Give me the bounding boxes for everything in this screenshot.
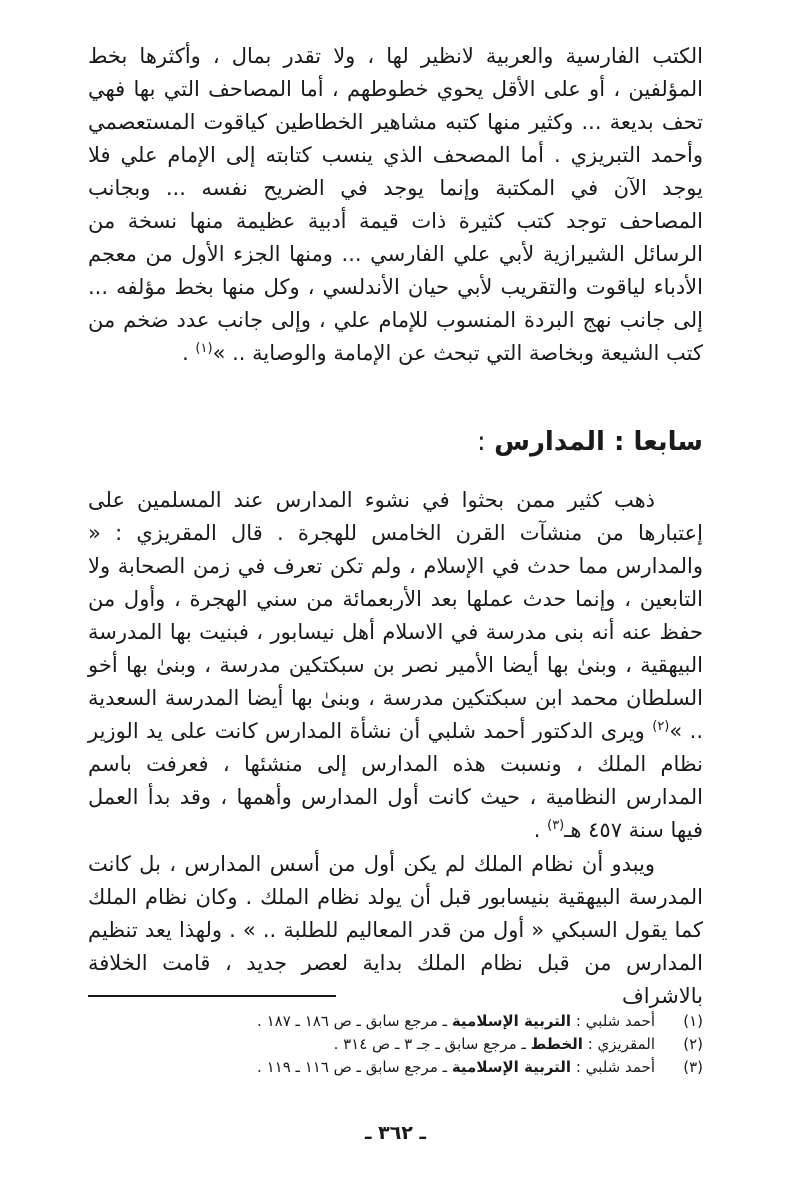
footnote-author: أحمد شلبي : bbox=[575, 1012, 655, 1030]
footnote-text bbox=[257, 1010, 655, 1033]
intro-paragraph bbox=[88, 40, 703, 370]
footnote-number: (١) bbox=[683, 1012, 703, 1030]
footnote-item bbox=[88, 1010, 703, 1033]
section-heading-title: سابعا : المدارس bbox=[494, 427, 703, 457]
footnote-divider bbox=[88, 995, 336, 997]
paragraph-1-tail: . bbox=[533, 818, 548, 842]
footnote-source: التربية الإسلامية bbox=[451, 1058, 572, 1076]
footnote-text bbox=[257, 1056, 655, 1079]
footnote-text bbox=[334, 1033, 655, 1056]
intro-tail: . bbox=[182, 341, 196, 365]
footnotes bbox=[88, 1010, 703, 1079]
intro-text: الكتب الفارسية والعربية لانظير لها ، ولا تقدر بمال ، وأكثرها بخط المؤلفين ، أو على الأقل يحوي خطوطهم ، أما المصاحف التي بها فهي تحف بديعة ... وكثير منها كتبه مشاهير الخطاطين كياقوت المستعصمي وأحمد التبريزي . أما المصحف الذي ينسب كتابته إلى الإمام علي فلا يوجد الآن في المكتبة وإنما يوجد في الضريح نفسه ... وبجانب المصاحف توجد كتب كثيرة ذات قيمة أدبية عظيمة منها نسخة من الرسائل الشيرازية لأبي علي الفارسي ... ومنها الجزء الأول من معجم الأدباء لياقوت والتقريب لأبي حيان الأندلسي ، وكل منها بخط مؤلفه ... إلى جانب نهج البردة المنسوب للإمام علي ، وإلى جانب عدد ضخم من كتب الشيعة وبخاصة التي تبحث عن الإمامة والوصاية .. » bbox=[88, 44, 703, 365]
paragraph-1-part-1: ذهب كثير ممن بحثوا في نشوء المدارس عند المسلمين على إعتبارها من منشآت القرن الخامس للهجرة . قال المقريزي : « والمدارس مما حدث في الإسلام ، ولم تكن تعرف في زمن الصحابة ولا التابعين ، وإنما حدث عملها بعد الأربعمائة من سني الهجرة ، وأول من حفظ عنه أنه بنى مدرسة في الاسلام أهل نيسابور ، فبنيت بها المدرسة البيهقية ، وبنىٰ بها أيضا الأمير نصر بن سبكتكين مدرسة ، وبنىٰ بها أخو السلطان محمد ابن سبكتكين مدرسة ، وبنىٰ بها أيضا المدرسة السعدية .. » bbox=[88, 488, 703, 743]
footnote-ref-2: (٢) bbox=[652, 719, 670, 734]
paragraph-madaris-origin bbox=[88, 484, 703, 847]
paragraph-1-part-2: ويرى الدكتور أحمد شلبي أن نشأة المدارس كانت على يد الوزير نظام الملك ، ونسبت هذه المدارس إلى منشئها ، فعرفت باسم المدارس النظامية ، حيث كانت أول المدارس وأهمها ، وقد بدأ العمل فيها سنة ٤٥٧ هـ bbox=[88, 719, 703, 842]
section-heading bbox=[88, 422, 703, 462]
section-heading-colon: : bbox=[477, 427, 495, 457]
footnote-source: التربية الإسلامية bbox=[451, 1012, 572, 1030]
footnote-ref-3: (٣) bbox=[547, 818, 565, 833]
footnote-number: (٢) bbox=[683, 1035, 703, 1053]
footnote-details: ـ مرجع سابق ـ جـ ٣ ـ ص ٣١٤ . bbox=[333, 1035, 526, 1053]
page-number: ـ ٣٦٢ ـ bbox=[364, 1122, 426, 1144]
footnote-author: المقريزي : bbox=[587, 1035, 655, 1053]
footnote-details: ـ مرجع سابق ـ ص ١٨٦ ـ ١٨٧ . bbox=[257, 1012, 448, 1030]
paragraph-nizam-al-mulk bbox=[88, 848, 703, 1013]
footnote-item bbox=[88, 1033, 703, 1056]
footnote-author: أحمد شلبي : bbox=[575, 1058, 655, 1076]
paragraph-2-text: ويبدو أن نظام الملك لم يكن أول من أسس المدارس ، بل كانت المدرسة البيهقية بنيسابور قبل أن يولد نظام الملك . وكان نظام الملك كما يقول السبكي « أول من قدر المعاليم للطلبة .. » . ولهذا يعد تنظيم المدارس من قبل نظام الملك بداية لعصر جديد ، قامت الخلافة بالاشراف bbox=[88, 852, 703, 1008]
footnote-ref-1: (١) bbox=[195, 341, 213, 356]
footnote-source: الخطط bbox=[530, 1035, 583, 1053]
footnote-item bbox=[88, 1056, 703, 1079]
footnote-number: (٣) bbox=[683, 1058, 703, 1076]
footnote-details: ـ مرجع سابق ـ ص ١١٦ ـ ١١٩ . bbox=[257, 1058, 448, 1076]
